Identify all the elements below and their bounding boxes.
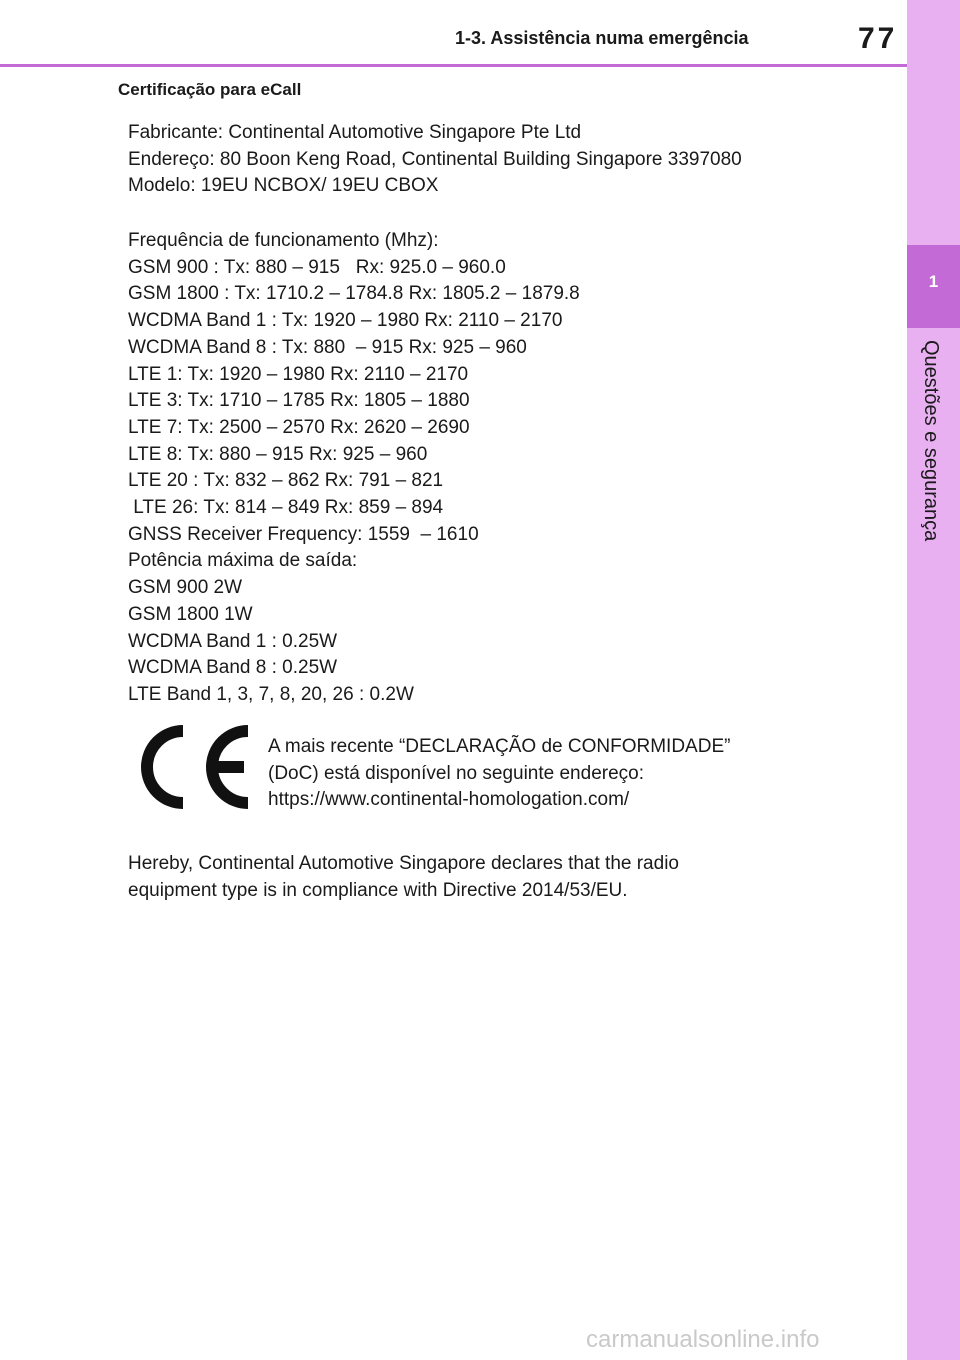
chapter-sidebar	[907, 0, 960, 1360]
compliance-declaration: Hereby, Continental Automotive Singapore declares that the radio equipment type is in compliance with Directive 2014/53/EU.	[128, 853, 679, 901]
manufacturer-info: Fabricante: Continental Automotive Singapore Pte Ltd Endereço: 80 Boon Keng Road, Continental Building Singapore 3397080 Modelo: 19EU NCBOX/ 19EU CBOX	[128, 122, 742, 197]
header-rule	[0, 64, 907, 67]
watermark: carmanualsonline.info	[586, 1326, 820, 1353]
section-heading: Certificação para eCall	[118, 80, 302, 99]
doc-notice: A mais recente “DECLARAÇÃO de CONFORMIDADE” (DoC) está disponível no seguinte endereço: https://www.continental-homologation.com/	[268, 736, 731, 811]
ce-mark-icon	[128, 722, 256, 812]
section-title: 1-3. Assistência numa emergência	[455, 28, 749, 48]
page-number: 77	[858, 22, 898, 55]
frequency-info: Frequência de funcionamento (Mhz): GSM 900 : Tx: 880 – 915 Rx: 925.0 – 960.0 GSM 1800 : Tx: 1710.2 – 1784.8 Rx: 1805.2 – 1879.8 WCDMA Band 1 : Tx: 1920 – 1980 Rx: 2110 – 2170 WCDMA Band 8 : Tx: 880 – 915 Rx: 925 – 960 LTE 1: Tx: 1920 – 1980 Rx: 2110 – 2170 LTE 3: Tx: 1710 – 1785 Rx: 1805 – 1880 LTE 7: Tx: 2500 – 2570 Rx: 2620 – 2690 LTE 8: Tx: 880 – 915 Rx: 925 – 960 LTE 20 : Tx: 832 – 862 Rx: 791 – 821 LTE 26: Tx: 814 – 849 Rx: 859 – 894 GNSS Receiver Frequency: 1559 – 1610 Potência máxima de saída: GSM 900 2W GSM 1800 1W WCDMA Band 1 : 0.25W WCDMA Band 8 : 0.25W LTE Band 1, 3, 7, 8, 20, 26 : 0.2W	[128, 230, 580, 705]
chapter-number: 1	[928, 272, 939, 291]
chapter-label: Questões e segurança	[920, 340, 942, 542]
